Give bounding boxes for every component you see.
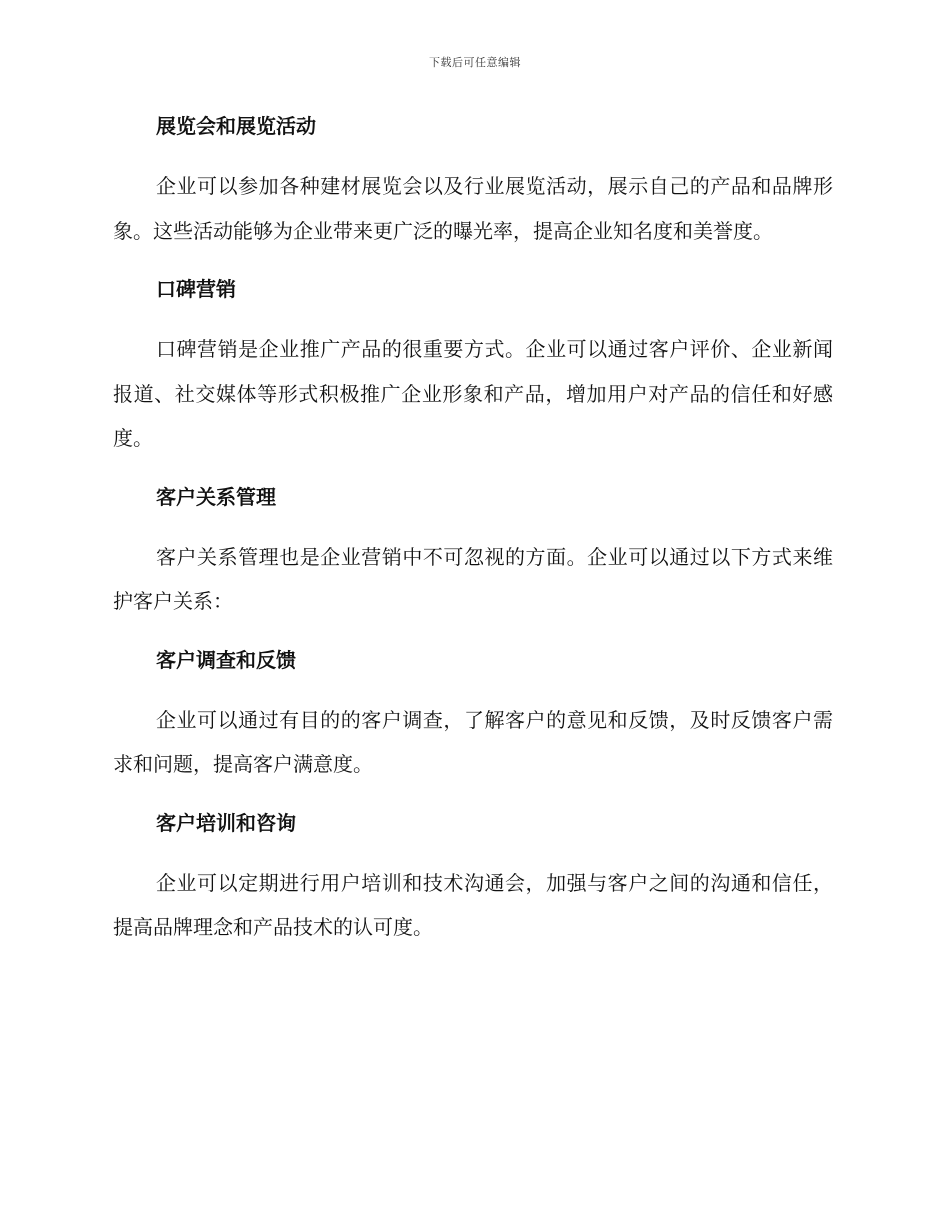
section-paragraph: 企业可以定期进行用户培训和技术沟通会，加强与客户之间的沟通和信任，提高品牌理念和产品技术的认可度。 [113,870,833,939]
section-customer-survey [113,644,833,807]
section-heading: 口碑营销 [156,277,236,301]
page-header-note: 下载后可任意编辑 [429,56,521,69]
section-heading: 客户调查和反馈 [156,647,296,672]
section-paragraph: 企业可以通过有目的的客户调查，了解客户的意见和反馈，及时反馈客户需求和问题，提高客户满意度。 [113,707,833,776]
section-paragraph: 客户关系管理也是企业营销中不可忽视的方面。企业可以通过以下方式来维护客户关系： [113,544,833,613]
section-crm [113,481,833,644]
section-exhibitions [113,110,833,273]
section-paragraph: 企业可以参加各种建材展览会以及行业展览活动，展示自己的产品和品牌形象。这些活动能够为企业带来更广泛的曝光率，提高企业知名度和美誉度。 [113,174,833,243]
section-heading: 展览会和展览活动 [156,114,316,138]
section-paragraph: 口碑营销是企业推广产品的很重要方式。企业可以通过客户评价、企业新闻报道、社交媒体等形式积极推广企业形象和产品，增加用户对产品的信任和好感度。 [113,337,833,450]
document-body [113,110,833,950]
section-heading: 客户关系管理 [156,484,276,509]
section-customer-training [113,807,833,950]
section-heading: 客户培训和咨询 [156,810,296,835]
section-word-of-mouth [113,273,833,481]
